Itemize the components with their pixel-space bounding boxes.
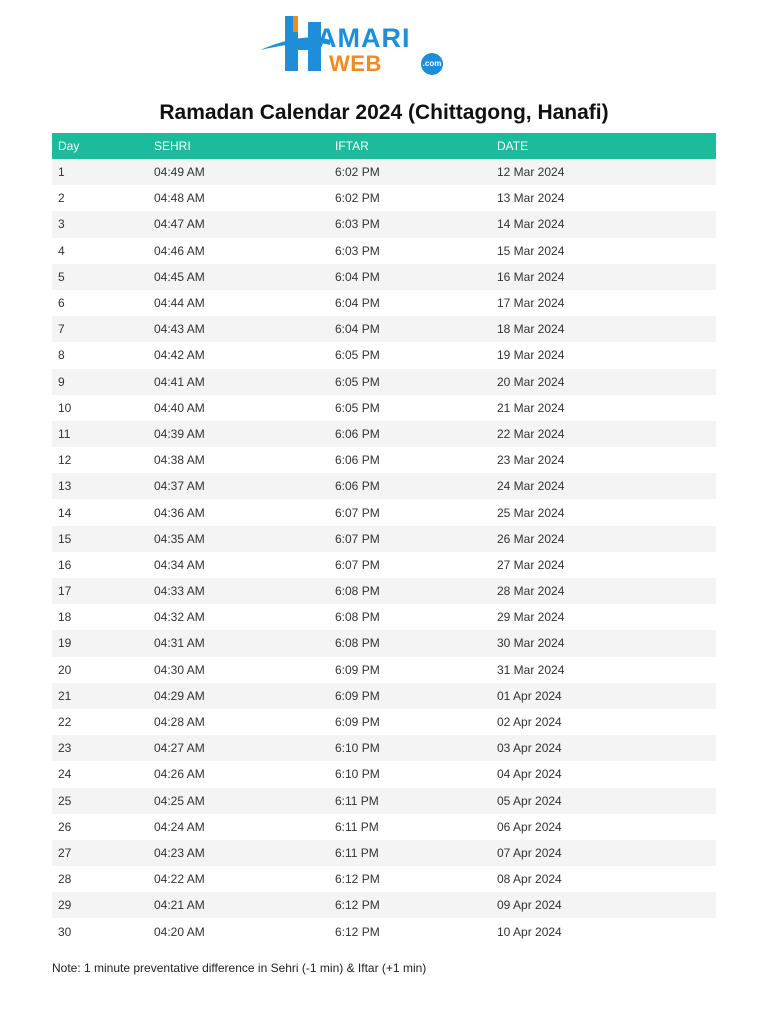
day-cell: 7 [52,316,148,342]
date-cell: 18 Mar 2024 [491,316,716,342]
table-row [52,578,716,604]
date-cell: 01 Apr 2024 [491,683,716,709]
iftar-cell: 6:09 PM [329,709,491,735]
date-cell: 22 Mar 2024 [491,421,716,447]
sehri-cell: 04:31 AM [148,630,329,656]
iftar-cell: 6:02 PM [329,185,491,211]
table-row [52,421,716,447]
iftar-cell: 6:11 PM [329,814,491,840]
sehri-cell: 04:26 AM [148,761,329,787]
header-iftar: IFTAR [329,133,491,159]
iftar-cell: 6:08 PM [329,578,491,604]
logo-com-badge: .com [421,53,443,75]
logo-text-web: WEB [329,51,382,76]
sehri-cell: 04:22 AM [148,866,329,892]
day-cell: 5 [52,264,148,290]
sehri-cell: 04:47 AM [148,211,329,237]
table-row [52,735,716,761]
date-cell: 05 Apr 2024 [491,788,716,814]
day-cell: 20 [52,657,148,683]
table-header-row [52,133,716,159]
sehri-cell: 04:30 AM [148,657,329,683]
table-row [52,159,716,185]
date-cell: 10 Apr 2024 [491,918,716,944]
iftar-cell: 6:03 PM [329,238,491,264]
day-cell: 19 [52,630,148,656]
iftar-cell: 6:09 PM [329,657,491,683]
day-cell: 25 [52,788,148,814]
table-row [52,683,716,709]
date-cell: 15 Mar 2024 [491,238,716,264]
iftar-cell: 6:09 PM [329,683,491,709]
iftar-cell: 6:11 PM [329,788,491,814]
sehri-cell: 04:37 AM [148,473,329,499]
iftar-cell: 6:06 PM [329,421,491,447]
sehri-cell: 04:40 AM [148,395,329,421]
sehri-cell: 04:21 AM [148,892,329,918]
sehri-cell: 04:27 AM [148,735,329,761]
header-sehri: SEHRI [148,133,329,159]
day-cell: 23 [52,735,148,761]
iftar-cell: 6:07 PM [329,552,491,578]
day-cell: 29 [52,892,148,918]
day-cell: 3 [52,211,148,237]
date-cell: 13 Mar 2024 [491,185,716,211]
day-cell: 18 [52,604,148,630]
date-cell: 16 Mar 2024 [491,264,716,290]
table-row [52,290,716,316]
iftar-cell: 6:06 PM [329,447,491,473]
iftar-cell: 6:04 PM [329,316,491,342]
table-row [52,499,716,525]
footnote: Note: 1 minute preventative difference in Sehri (-1 min) & Iftar (+1 min) [52,961,427,975]
sehri-cell: 04:43 AM [148,316,329,342]
date-cell: 07 Apr 2024 [491,840,716,866]
iftar-cell: 6:10 PM [329,735,491,761]
date-cell: 08 Apr 2024 [491,866,716,892]
day-cell: 14 [52,499,148,525]
date-cell: 04 Apr 2024 [491,761,716,787]
date-cell: 27 Mar 2024 [491,552,716,578]
day-cell: 24 [52,761,148,787]
table-row [52,630,716,656]
sehri-cell: 04:36 AM [148,499,329,525]
date-cell: 12 Mar 2024 [491,159,716,185]
iftar-cell: 6:04 PM [329,290,491,316]
day-cell: 10 [52,395,148,421]
iftar-cell: 6:07 PM [329,499,491,525]
table-row [52,761,716,787]
iftar-cell: 6:12 PM [329,866,491,892]
sehri-cell: 04:39 AM [148,421,329,447]
table-row [52,185,716,211]
day-cell: 11 [52,421,148,447]
day-cell: 22 [52,709,148,735]
date-cell: 19 Mar 2024 [491,342,716,368]
sehri-cell: 04:33 AM [148,578,329,604]
iftar-cell: 6:05 PM [329,395,491,421]
sehri-cell: 04:34 AM [148,552,329,578]
day-cell: 15 [52,526,148,552]
day-cell: 30 [52,918,148,944]
logo-text-amari: AMARI [317,23,411,53]
sehri-cell: 04:20 AM [148,918,329,944]
date-cell: 20 Mar 2024 [491,369,716,395]
day-cell: 1 [52,159,148,185]
day-cell: 9 [52,369,148,395]
sehri-cell: 04:35 AM [148,526,329,552]
date-cell: 23 Mar 2024 [491,447,716,473]
day-cell: 27 [52,840,148,866]
sehri-cell: 04:48 AM [148,185,329,211]
date-cell: 24 Mar 2024 [491,473,716,499]
sehri-cell: 04:41 AM [148,369,329,395]
iftar-cell: 6:12 PM [329,892,491,918]
date-cell: 25 Mar 2024 [491,499,716,525]
day-cell: 13 [52,473,148,499]
sehri-cell: 04:29 AM [148,683,329,709]
day-cell: 2 [52,185,148,211]
table-row [52,892,716,918]
header-day: Day [52,133,148,159]
day-cell: 8 [52,342,148,368]
table-row [52,657,716,683]
day-cell: 16 [52,552,148,578]
day-cell: 21 [52,683,148,709]
day-cell: 6 [52,290,148,316]
table-row [52,552,716,578]
iftar-cell: 6:03 PM [329,211,491,237]
table-row [52,814,716,840]
day-cell: 28 [52,866,148,892]
table-row [52,264,716,290]
table-row [52,918,716,944]
date-cell: 06 Apr 2024 [491,814,716,840]
iftar-cell: 6:02 PM [329,159,491,185]
table-row [52,788,716,814]
iftar-cell: 6:08 PM [329,630,491,656]
sehri-cell: 04:23 AM [148,840,329,866]
date-cell: 21 Mar 2024 [491,395,716,421]
day-cell: 12 [52,447,148,473]
table-row [52,369,716,395]
table-row [52,526,716,552]
iftar-cell: 6:04 PM [329,264,491,290]
iftar-cell: 6:10 PM [329,761,491,787]
table-row [52,342,716,368]
page-title: Ramadan Calendar 2024 (Chittagong, Hanafi) [159,101,609,124]
table-row [52,473,716,499]
header-date: DATE [491,133,716,159]
iftar-cell: 6:12 PM [329,918,491,944]
date-cell: 26 Mar 2024 [491,526,716,552]
table-row [52,866,716,892]
sehri-cell: 04:45 AM [148,264,329,290]
date-cell: 09 Apr 2024 [491,892,716,918]
ramadan-calendar-table [52,133,716,945]
day-cell: 4 [52,238,148,264]
table-row [52,238,716,264]
table-row [52,316,716,342]
sehri-cell: 04:25 AM [148,788,329,814]
sehri-cell: 04:44 AM [148,290,329,316]
date-cell: 31 Mar 2024 [491,657,716,683]
date-cell: 17 Mar 2024 [491,290,716,316]
day-cell: 17 [52,578,148,604]
date-cell: 03 Apr 2024 [491,735,716,761]
sehri-cell: 04:28 AM [148,709,329,735]
iftar-cell: 6:05 PM [329,369,491,395]
date-cell: 30 Mar 2024 [491,630,716,656]
date-cell: 29 Mar 2024 [491,604,716,630]
table-row [52,604,716,630]
site-logo[interactable] [258,12,458,76]
sehri-cell: 04:49 AM [148,159,329,185]
table-row [52,211,716,237]
table-row [52,709,716,735]
date-cell: 28 Mar 2024 [491,578,716,604]
iftar-cell: 6:06 PM [329,473,491,499]
day-cell: 26 [52,814,148,840]
sehri-cell: 04:32 AM [148,604,329,630]
date-cell: 02 Apr 2024 [491,709,716,735]
table-row [52,395,716,421]
sehri-cell: 04:46 AM [148,238,329,264]
sehri-cell: 04:38 AM [148,447,329,473]
sehri-cell: 04:42 AM [148,342,329,368]
date-cell: 14 Mar 2024 [491,211,716,237]
table-row [52,447,716,473]
table-body [52,159,716,945]
iftar-cell: 6:05 PM [329,342,491,368]
sehri-cell: 04:24 AM [148,814,329,840]
iftar-cell: 6:07 PM [329,526,491,552]
table-row [52,840,716,866]
iftar-cell: 6:11 PM [329,840,491,866]
iftar-cell: 6:08 PM [329,604,491,630]
